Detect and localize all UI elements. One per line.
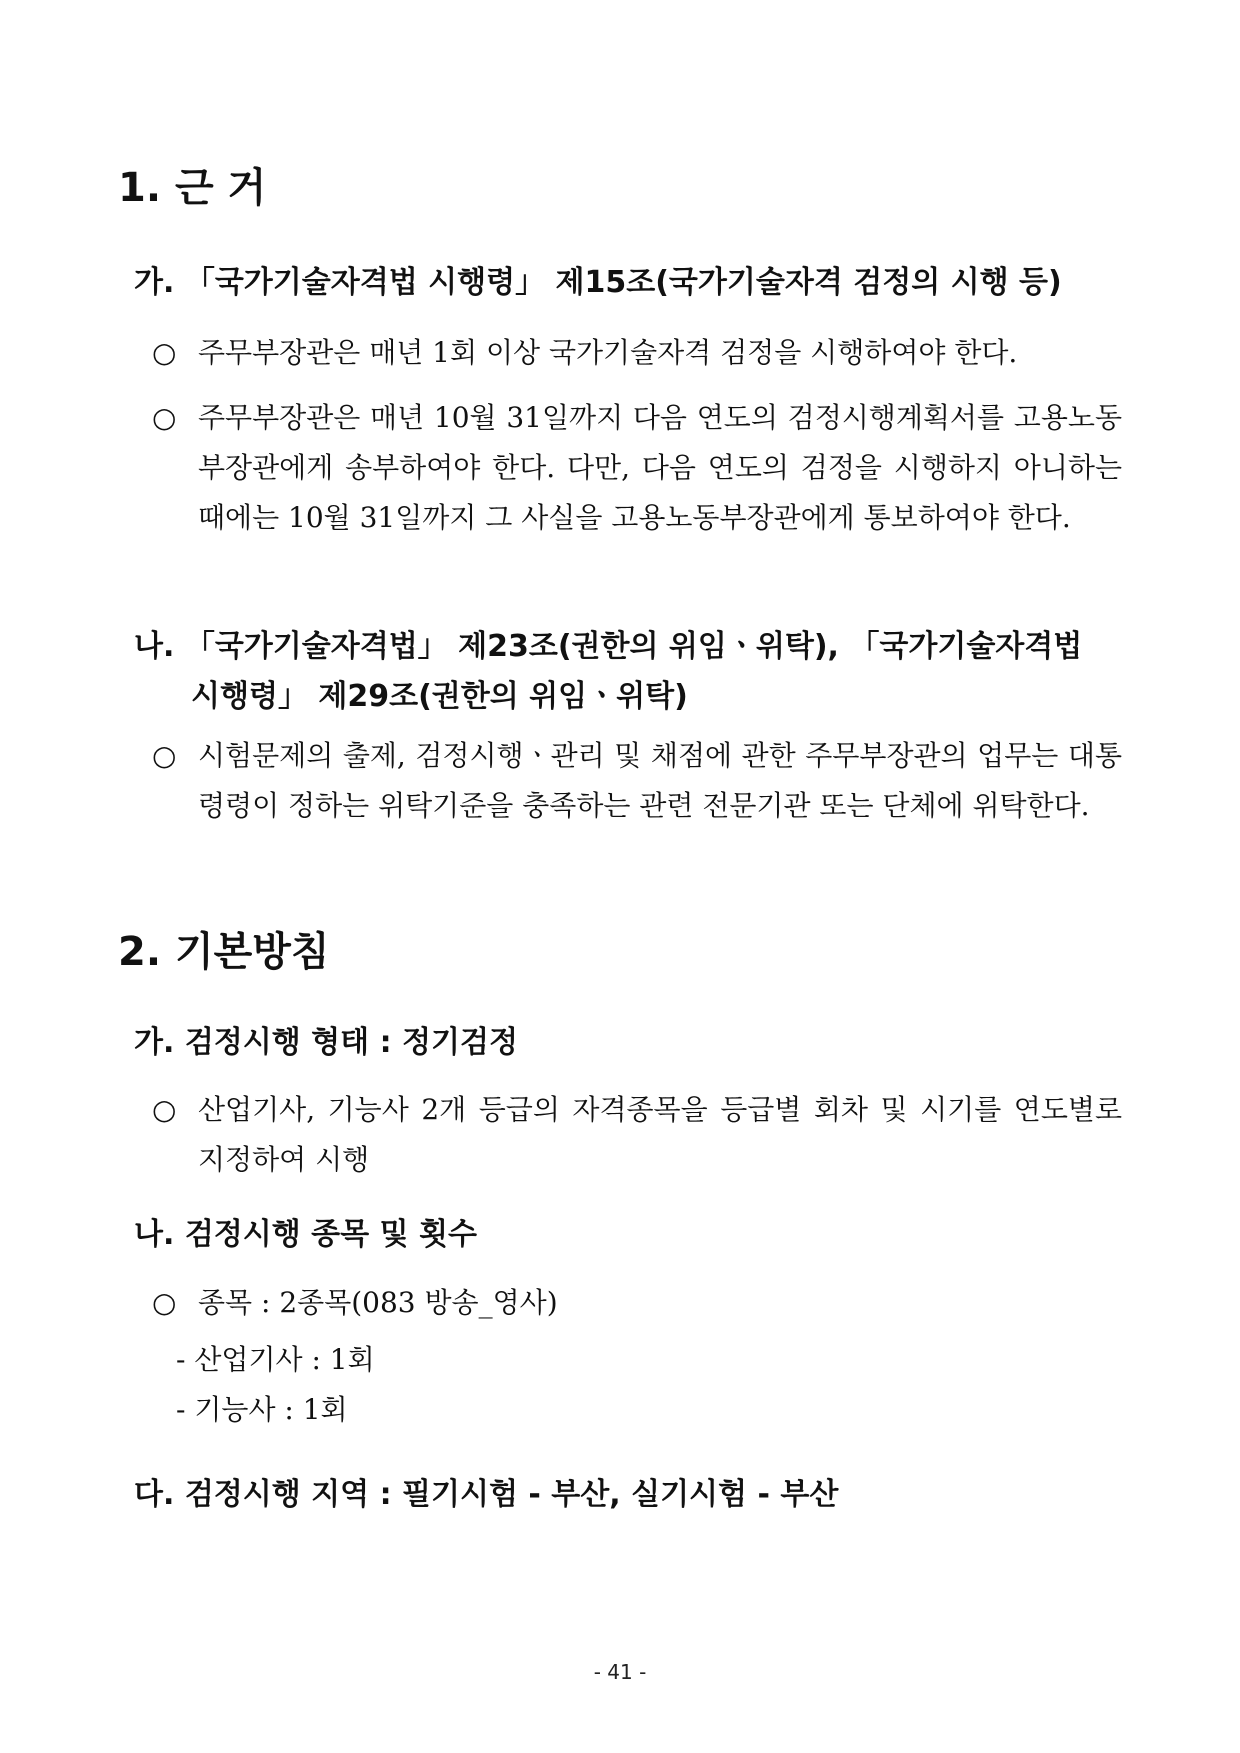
subsection-heading-enforcement-decree: 가. 「국가기술자격법 시행령」 제15조(국가기술자격 검정의 시행 등)	[134, 265, 1062, 300]
circle-bullet-icon: ○	[152, 1286, 177, 1319]
bullet-item	[152, 1085, 1122, 1185]
bullet-text: 시험문제의 출제, 검정시행ㆍ관리 및 채점에 관한 주무부장관의 업무는 대통령령이 정하는 위탁기준을 충족하는 관련 전문기관 또는 단체에 위탁한다.	[198, 739, 1122, 822]
section-title-basis: 1. 근 거	[118, 165, 267, 211]
dash-item-industrial-engineer: - 산업기사 : 1회	[176, 1343, 375, 1376]
page-number: - 41 -	[593, 1660, 647, 1684]
subsection-heading-exam-items: 나. 검정시행 종목 및 횟수	[134, 1217, 477, 1252]
bullet-text: 종목 : 2종목(083 방송_영사)	[198, 1286, 558, 1319]
bullet-item	[152, 393, 1122, 543]
bullet-text: 주무부장관은 매년 1회 이상 국가기술자격 검정을 시행하여야 한다.	[198, 336, 1018, 369]
circle-bullet-icon: ○	[152, 1093, 177, 1126]
subsection-heading-exam-type: 가. 검정시행 형태 : 정기검정	[134, 1025, 518, 1060]
bullet-text: 주무부장관은 매년 10월 31일까지 다음 연도의 검정시행계획서를 고용노동부장관에게 송부하여야 한다. 다만, 다음 연도의 검정을 시행하지 아니하는 때에는 10월 31일까지 그 사실을 고용노동부장관에게 통보하여야 한다.	[198, 401, 1122, 534]
heading-line: 나. 「국가기술자격법」 제23조(권한의 위임ㆍ위탁), 「국가기술자격법	[134, 629, 1083, 664]
circle-bullet-icon: ○	[152, 401, 177, 434]
subsection-heading-delegation	[134, 622, 1124, 722]
dash-item-craftsman: - 기능사 : 1회	[176, 1393, 348, 1426]
section-title-basic-policy: 2. 기본방침	[118, 929, 330, 975]
bullet-item	[152, 1278, 1122, 1328]
subsection-heading-exam-region: 다. 검정시행 지역 : 필기시험 - 부산, 실기시험 - 부산	[134, 1477, 839, 1512]
bullet-item	[152, 328, 1122, 378]
bullet-text: 산업기사, 기능사 2개 등급의 자격종목을 등급별 회차 및 시기를 연도별로 지정하여 시행	[198, 1093, 1122, 1176]
circle-bullet-icon: ○	[152, 336, 177, 369]
bullet-item	[152, 731, 1122, 831]
circle-bullet-icon: ○	[152, 739, 177, 772]
heading-line: 시행령」 제29조(권한의 위임ㆍ위탁)	[191, 679, 688, 714]
